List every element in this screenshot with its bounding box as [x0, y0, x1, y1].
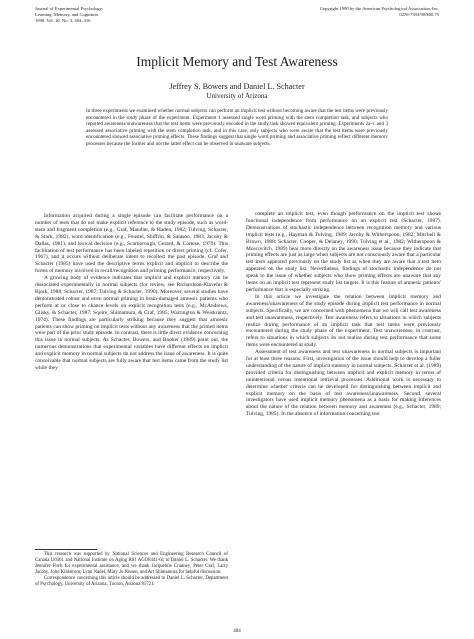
body-paragraph: complete an implicit test, even though performance on the implicit test shows functional independence from performance on an explicit test (Schacter, 1987). Demonstrations of stochastic independence between recognition memory and various implicit tests (e.g., Hayman & Tulving, 1989; Jacoby & Witherspoon, 1982; Mitchell & Brown, 1988; Schacter, Cooper, & Delaney, 1990; Tulving et al., 1982; Witherspoon & Moscovitch, 1989) bear more directly on the awareness issue because they indicate that priming effects are just as large when subjects are not consciously aware that a particular test item appeared previously on the study list as when they are aware that a test item appeared on the study list. Nevertheless, findings of stochastic independence do not speak to the issue of whether subjects who show priming effects are unaware that any items on an implicit test represent study list targets. It is this feature of amnesic patients' performance that is especially striking. [246, 211, 441, 293]
left-column [35, 213, 228, 372]
body-paragraph: Assessment of test awareness and test unawareness in normal subjects is important for at least three reasons. First, investigation of the issue should help to develop a fuller understanding of the nature of implicit memory in normal subjects. Schacter et al. (1989) provided criteria for distinguishing between implicit and explicit memory in terms of unintentional versus intentional retrieval processes. Additional work is necessary to determine whether criteria can be developed for distinguishing between implicit and explicit memory on the basis of test awareness/unawareness. Second, several investigators have used implicit memory phenomena as a basis for making inferences about the nature of the relation between memory and awareness (e.g., Schacter, 1989; Tulving, 1985). In the absence of information concerning test [246, 349, 441, 418]
body-paragraph: A growing body of evidence indicates that implicit and explicit memory can be dissociated experimentally in normal subjects (for review, see Richardson-Klavehn & Bjork, 1988; Schacter, 1987; Tulving & Schacter, 1990). Moreover, several studies have demonstrated robust and even normal priming in brain-damaged amnesic patients who perform at or close to chance levels on explicit recognition tests (e.g., McAndrews, Glisky, & Schacter, 1987; Squire, Shimamura, & Graf, 1985; Warrington & Weiskrantz, 1974). These findings are particularly striking because they suggest that amnesic patients can show priming on implicit tests without any awareness that the primed items were part of the prior study episode. In contrast, there is little direct evidence concerning this issue in normal subjects. As Schacter, Bowers, and Booker (1989) point out, the numerous demonstrations that experimental variables have different effects on implicit and explicit memory in normal subjects do not address the issue of awareness. It is quite conceivable that normal subjects are fully aware that test items came from the study list while they [35, 275, 228, 371]
copyright-line: 0278-7393/90/$00.75 [399, 12, 439, 17]
body-paragraph: In this article we investigate the relation between implicit memory and awareness/unawareness of the study episode during implicit test performance in normal subjects. Specifically, we are concerned with phenomena that we will call test awareness and test unawareness, respectively. Test awareness refers to situations in which subjects realize during performance of an implicit task that test items were previously encountered during the study phase of the experiment. Test unawareness, in contrast, refers to situations in which subjects do not realize during test performance that some items were encountered at study. [246, 293, 441, 349]
journal-citation [35, 6, 185, 24]
page-number: 404 [233, 629, 241, 634]
journal-line: 1990, Vol. 16, No. 3, 404–416 [35, 18, 91, 23]
article-authors: Jeffrey S. Bowers and Daniel L. Schacter [169, 82, 305, 91]
body-paragraph: Information acquired during a single episode can facilitate performance on a number of tests that do not make explicit reference to the study episode, such as word-stem and fragment completion (e.g., Graf, Mandler, & Haden, 1982; Tulving, Schacter, & Stark, 1982), word identification (e.g., Feustel, Shiffrin, & Salasoo, 1983, Jacoby & Dallas, 1981), and lexical decision (e.g., Scarborough, Gerard, & Cortese, 1979). This facilitation of test performance has been labeled repetition or direct priming (cf. Cofer, 1967), and it occurs without deliberate intent to recollect the past episode. Graf and Schacter (1985) have used the descriptive terms explicit and implicit to describe the forms of memory involved in recall/recognition and priming performance, respectively. [35, 213, 228, 275]
footnotes [35, 552, 228, 589]
author-affiliation: University of Arizona [206, 92, 268, 100]
article-title: Implicit Memory and Test Awareness [136, 54, 338, 69]
footnote-paragraph: Correspondence concerning this article should be addressed to Daniel L. Schacter, Department of Psychology, University of Arizona, Tucson, Arizona 85721. [35, 576, 228, 588]
footnote-divider [35, 549, 97, 550]
footnote-paragraph: This research was supported by National Sciences and Engineering Research Council of Canada U0361 and National Institute on Aging R01 AGO8441-01 to Daniel L. Schacter. We thank Jennifer Fitch for experimental assistance, and we thank Jacqueline Cranney, Peter Graf, Larry Jacoby, John Kihlstrom, Lynn Nadel, Mary Jo Nissen, and Art Shimamura for helpful discussion. [35, 552, 228, 576]
abstract: In three experiments we examined whether normal subjects can perform an implicit test without becoming aware that the test items were previously encountered in the study phase of the experiment. Experiment 1 assessed single word priming with the stem completion task, and subjects who reported awareness/unawareness that the test items were previously encoded in the study task showed equivalent priming. Experiments 2a–c and 3 assessed associative priming with the stem completion task, and in this case, only subjects who were aware that the test items were previously encountered showed associative priming effects. These findings suggest that single word priming and associative priming reflect different memory processes because the former and not the latter effect can be observed in unaware subjects. [86, 108, 388, 147]
copyright-notice [239, 6, 439, 18]
journal-line: Learning, Memory, and Cognition [35, 12, 98, 17]
copyright-line: Copyright 1990 by the American Psychological Association, Inc. [319, 6, 439, 11]
journal-line: Journal of Experimental Psychology: [35, 6, 104, 11]
right-column [246, 211, 441, 418]
